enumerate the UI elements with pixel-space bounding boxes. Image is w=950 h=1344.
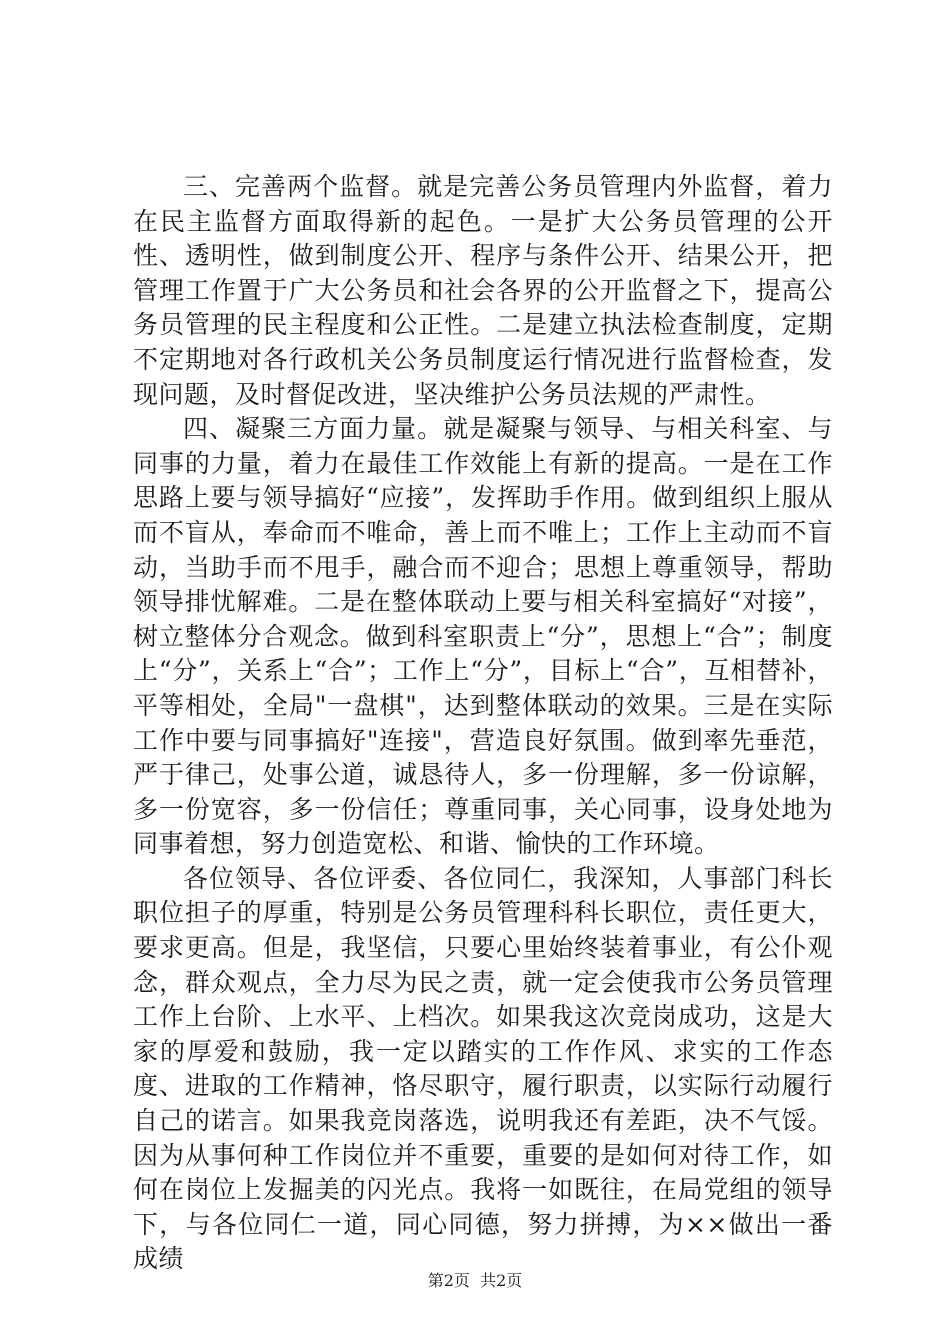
paragraph-cohesion: 四、凝聚三方面力量。就是凝聚与领导、与相关科室、与同事的力量，着力在最佳工作效能上有新的提高。一是在工作思路上要与领导搞好“应接”，发挥助手作用。做到组织上服从而不盲从，奉命而不唯命，善上而不唯上；工作上主动而不盲动，当助手而不甩手，融合而不迎合；思想上尊重领导，帮助领导排忧解难。二是在整体联动上要与相关科室搞好“对接”，树立整体分合观念。做到科室职责上“分”，思想上“合”；制度上“分”，关系上“合”；工作上“分”，目标上“合”，互相替补，平等相处，全局"一盘棋"，达到整体联动的效果。三是在实际工作中要与同事搞好"连接"，营造良好氛围。做到率先垂范，严于律己，处事公道，诚恳待人，多一份理解，多一份谅解，多一份宽容，多一份信任；尊重同事，关心同事，设身处地为同事着想，努力创造宽松、和谐、愉快的工作环境。: [133, 414, 833, 859]
document-body: [133, 170, 833, 1277]
page-footer: [0, 1271, 950, 1291]
page-number-label: 第2页 共2页: [427, 1271, 523, 1290]
paragraph-closing: 各位领导、各位评委、各位同仁，我深知，人事部门科长职位担子的厚重，特别是公务员管理科科长职位，责任更大，要求更高。但是，我坚信，只要心里始终装着事业，有公仆观念，群众观点，全力尽为民之责，就一定会使我市公务员管理工作上台阶、上水平、上档次。如果我这次竞岗成功，这是大家的厚爱和鼓励，我一定以踏实的工作作风、求实的工作态度、进取的工作精神，恪尽职守，履行职责，以实际行动履行自己的诺言。如果我竞岗落选，说明我还有差距，决不气馁。因为从事何种工作岗位并不重要，重要的是如何对待工作，如何在岗位上发掘美的闪光点。我将一如既往，在局党组的领导下，与各位同仁一道，同心同德，努力拼搏，为××做出一番成绩: [133, 863, 833, 1274]
paragraph-supervision: 三、完善两个监督。就是完善公务员管理内外监督，着力在民主监督方面取得新的起色。一是扩大公务员管理的公开性、透明性，做到制度公开、程序与条件公开、结果公开，把管理工作置于广大公务员和社会各界的公开监督之下，提高公务员管理的民主程度和公正性。二是建立执法检查制度，定期不定期地对各行政机关公务员制度运行情况进行监督检查，发现问题，及时督促改进，坚决维护公务员法规的严肃性。: [133, 172, 833, 409]
